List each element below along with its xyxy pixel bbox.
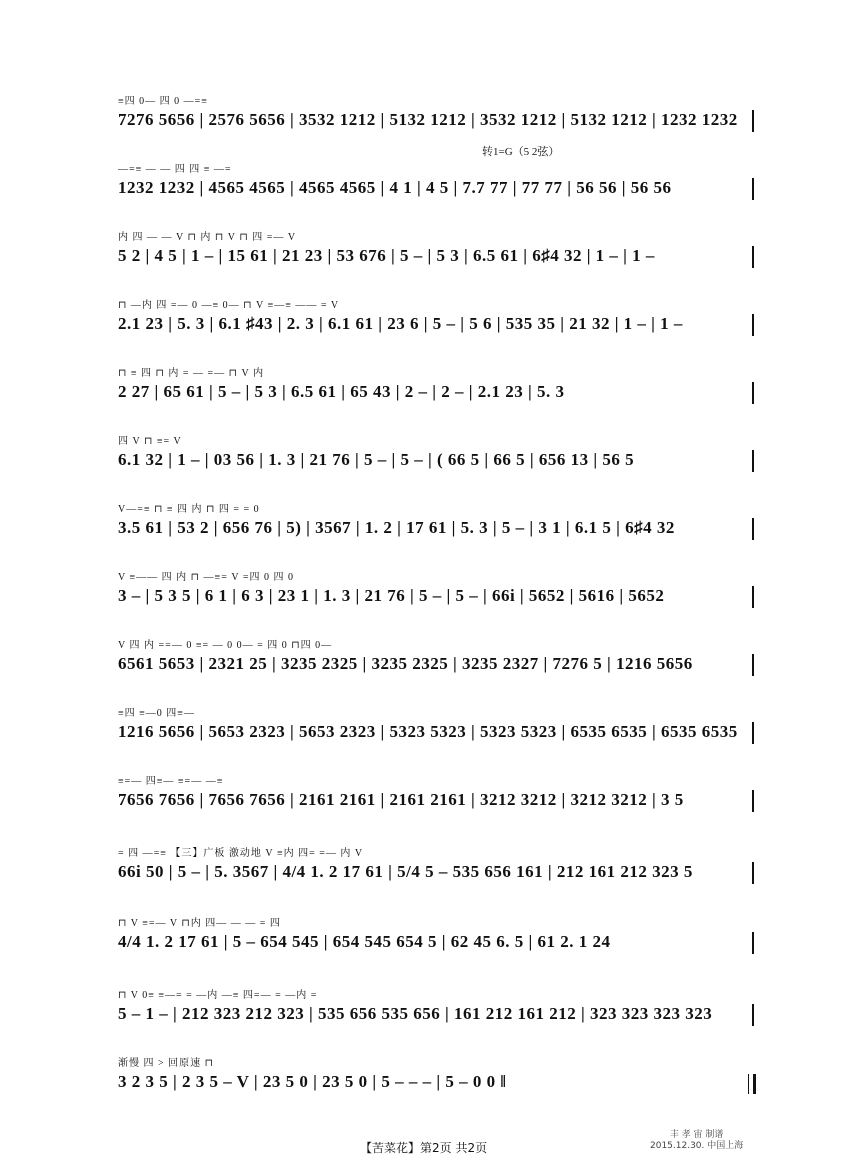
barline <box>752 246 754 268</box>
notes: 7656 7656 | 7656 7656 | 2161 2161 | 2161 2161 | 3212 3212 | 3212 3212 | 3 5 <box>118 790 684 809</box>
staff-line-6 <box>118 432 754 472</box>
barline <box>752 110 754 132</box>
notes: 6.1 32 | 1 – | 03 56 | 1. 3 | 21 76 | 5 – | 5 – | ( 66 5 | 66 5 | 656 13 | 56 5 <box>118 450 635 469</box>
technique-marks: V ≡—— 四 内 ⊓ —≡= V =四 0 四 0 <box>118 572 295 583</box>
barline <box>752 518 754 540</box>
notes: 3 – | 5 3 5 | 6 1 | 6 3 | 23 1 | 1. 3 | 21 76 | 5 – | 5 – | 66i | 5652 | 5616 | 5652 <box>118 586 665 605</box>
technique-marks: V 四 内 ==— 0 ≡= — 0 0— = 四 0 ⊓四 0— <box>118 640 333 651</box>
technique-marks: ≡四 0— 四 0 —=≡ <box>118 96 208 107</box>
final-barline <box>748 1074 756 1094</box>
staff-line-15 <box>118 1054 754 1094</box>
barline <box>752 790 754 812</box>
transcriber-credit <box>650 1130 743 1152</box>
notes: 2.1 23 | 5. 3 | 6.1 ♯43 | 2. 3 | 6.1 61 | 23 6 | 5 – | 5 6 | 535 35 | 21 32 | 1 – | 1 – <box>118 314 683 333</box>
technique-marks: 渐慢 四 > 回原速 ⊓ <box>118 1058 215 1069</box>
staff-line-14 <box>118 986 754 1026</box>
technique-marks: V—=≡ ⊓ ≡ 四 内 ⊓ 四 = = 0 <box>118 504 260 515</box>
technique-marks: ⊓ V 0≡ ≡—= = —内 —≡ 四=— = —内 = <box>118 990 318 1001</box>
staff-line-11 <box>118 772 754 812</box>
barline <box>752 586 754 608</box>
notes: 2 27 | 65 61 | 5 – | 5 3 | 6.5 61 | 65 43 | 2 – | 2 – | 2.1 23 | 5. 3 <box>118 382 565 401</box>
notes: 5 – 1 – | 212 323 212 323 | 535 656 535 656 | 161 212 161 212 | 323 323 323 323 <box>118 1004 713 1023</box>
staff-line-7 <box>118 500 754 540</box>
staff-line-5 <box>118 364 754 404</box>
staff-line-12 <box>118 844 754 884</box>
barline <box>752 932 754 954</box>
technique-marks: 内 四 — — V ⊓ 内 ⊓ V ⊓ 四 =— V <box>118 232 297 243</box>
staff-line-9 <box>118 636 754 676</box>
page-footer-title: 【苦菜花】第2页 共2页 <box>360 1141 488 1155</box>
technique-marks: ⊓ —内 四 =— 0 —≡ 0— ⊓ V ≡—≡ —— = V <box>118 300 340 311</box>
barline <box>752 314 754 336</box>
notes: 1232 1232 | 4565 4565 | 4565 4565 | 4 1 | 4 5 | 7.7 77 | 77 77 | 56 56 | 56 56 <box>118 178 672 197</box>
key-change-annotation: 转1=G（5 2弦） <box>482 146 560 158</box>
technique-marks: = 四 —=≡ 【三】广板 激动地 V ≡内 四= =— 内 V <box>118 848 364 859</box>
technique-marks: ≡四 ≡—0 四≡— <box>118 708 195 719</box>
staff-line-13 <box>118 914 754 954</box>
technique-marks: ≡=— 四≡— ≡=— —≡ <box>118 776 224 787</box>
notes: 5 2 | 4 5 | 1 – | 15 61 | 21 23 | 53 676 | 5 – | 5 3 | 6.5 61 | 6♯4 32 | 1 – | 1 – <box>118 246 655 265</box>
notes: 6561 5653 | 2321 25 | 3235 2325 | 3235 2325 | 3235 2327 | 7276 5 | 1216 5656 <box>118 654 693 673</box>
technique-marks: 四 V ⊓ ≡= V <box>118 436 182 447</box>
barline <box>752 450 754 472</box>
staff-line-4 <box>118 296 754 336</box>
staff-line-8 <box>118 568 754 608</box>
barline <box>752 178 754 200</box>
staff-line-1 <box>118 92 754 132</box>
technique-marks: ⊓ ≡ 四 ⊓ 内 = — =— ⊓ V 内 <box>118 368 265 379</box>
credit-date: 2015.12.30. 中国上海 <box>650 1141 744 1151</box>
credit-name: 丰 孝 宙 制谱 <box>669 1130 724 1140</box>
technique-marks: —=≡ — — 四 四 ≡ —= <box>118 164 232 175</box>
staff-line-10 <box>118 704 754 744</box>
notes: 3.5 61 | 53 2 | 656 76 | 5) | 3567 | 1. 2 | 17 61 | 5. 3 | 5 – | 3 1 | 6.1 5 | 6♯4 32 <box>118 518 675 537</box>
barline <box>752 722 754 744</box>
notes: 4/4 1. 2 17 61 | 5 – 654 545 | 654 545 654 5 | 62 45 6. 5 | 61 2. 1 24 <box>118 932 611 951</box>
staff-line-2 <box>118 160 754 200</box>
barline <box>752 1004 754 1026</box>
technique-marks: ⊓ V ≡=— V ⊓内 四— — — = 四 <box>118 918 281 929</box>
notes: 66i 50 | 5 – | 5. 3567 | 4/4 1. 2 17 61 | 5/4 5 – 535 656 161 | 212 161 212 323 5 <box>118 862 693 881</box>
notes: 3 2 3 5 | 2 3 5 – V | 23 5 0 | 23 5 0 | 5 – – – | 5 – 0 0 ‖ <box>118 1072 507 1091</box>
notes: 1216 5656 | 5653 2323 | 5653 2323 | 5323 5323 | 5323 5323 | 6535 6535 | 6535 6535 <box>118 722 738 741</box>
staff-line-3 <box>118 228 754 268</box>
notes: 7276 5656 | 2576 5656 | 3532 1212 | 5132 1212 | 3532 1212 | 5132 1212 | 1232 1232 <box>118 110 738 129</box>
barline <box>752 862 754 884</box>
barline <box>752 654 754 676</box>
barline <box>752 382 754 404</box>
